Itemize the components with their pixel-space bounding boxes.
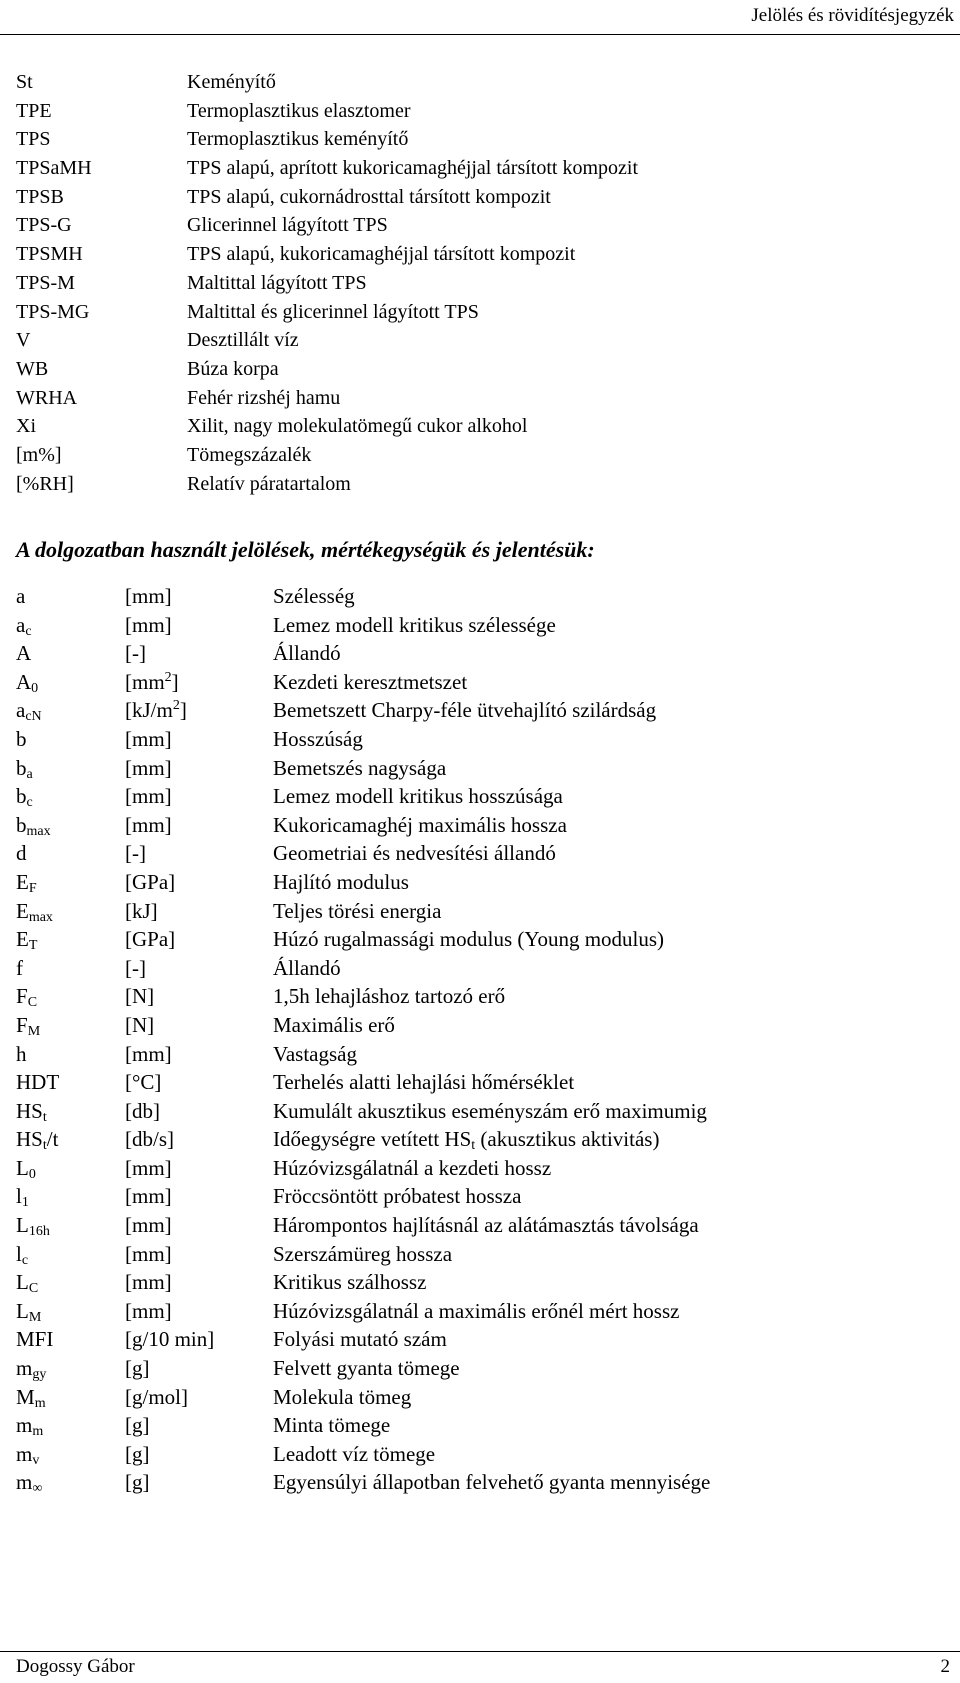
symbol-base: a (16, 698, 26, 723)
abbreviation-code: TPS-M (16, 271, 75, 294)
unit-text: [mm] (125, 755, 172, 780)
meaning-text: Egyensúlyi állapotban felvehető gyanta mennyisége (273, 1470, 711, 1495)
unit-text: [N] (125, 1012, 155, 1037)
abbreviation-meaning: Relatív páratartalom (187, 472, 351, 495)
symbol-meaning (273, 1440, 435, 1469)
unit-text: [-] (125, 641, 146, 666)
symbol-subscript: 0 (31, 680, 39, 696)
symbol-meaning (273, 868, 409, 897)
unit (125, 1011, 154, 1040)
symbol-base: l (16, 1184, 22, 1209)
unit (125, 1383, 188, 1412)
unit-superscript: 2 (172, 698, 180, 714)
abbreviation-code: TPS-MG (16, 300, 90, 323)
symbol (16, 897, 53, 926)
unit-suffix: ] (179, 698, 187, 723)
unit-text: [N] (125, 984, 155, 1009)
symbol-base: h (16, 1041, 27, 1066)
unit (125, 1040, 172, 1069)
symbol-meaning (273, 1068, 574, 1097)
symbol-meaning (273, 1211, 699, 1240)
symbol-meaning (273, 696, 656, 725)
symbol-subscript: c (26, 795, 33, 811)
header-divider (0, 34, 960, 35)
symbol-base: F (16, 1012, 28, 1037)
unit-text: [mm] (125, 584, 172, 608)
symbol-base: a (16, 584, 26, 608)
abbreviation-code: TPS-G (16, 214, 72, 237)
symbol-subscript: t (42, 1109, 47, 1125)
unit (125, 811, 172, 840)
unit-text: [g] (125, 1356, 150, 1381)
abbreviation-meaning: TPS alapú, kukoricamaghéjjal társított kompozit (187, 243, 576, 266)
symbol-subscript: 16h (28, 1224, 50, 1240)
symbol-meaning (273, 811, 567, 840)
symbol-meaning (273, 925, 664, 954)
meaning-text: Húzó rugalmassági modulus (Young modulus) (273, 927, 665, 952)
symbol-base: M (16, 1384, 35, 1409)
symbol-meaning (273, 639, 341, 668)
unit-text: [mm] (125, 1184, 172, 1209)
symbol-subscript: max (26, 823, 51, 839)
symbol-meaning (273, 668, 467, 697)
header-title: Jelölés és rövidítésjegyzék (751, 5, 954, 26)
symbol (16, 1268, 38, 1297)
abbreviation-meaning: Fehér rizshéj hamu (187, 386, 341, 409)
symbol-base: m (16, 1470, 33, 1495)
meaning-text: Szélesség (273, 584, 355, 608)
symbol-base: L (16, 1298, 29, 1323)
symbol (16, 668, 38, 697)
unit (125, 1268, 172, 1297)
symbol-meaning (273, 1154, 551, 1183)
abbreviation-code: [m%] (16, 443, 62, 466)
footer-divider (0, 1651, 960, 1652)
abbreviation-meaning: TPS alapú, aprított kukoricamaghéjjal társított kompozit (187, 157, 639, 180)
meaning-text: Hosszúság (273, 726, 363, 751)
symbol-meaning (273, 954, 341, 983)
unit (125, 782, 172, 811)
meaning-text: Bemetszett Charpy-féle ütvehajlító szilárdság (273, 698, 657, 723)
unit (125, 1154, 172, 1183)
abbreviation-meaning: Tömegszázalék (187, 443, 312, 466)
unit-suffix: ] (171, 669, 179, 694)
symbol-base: MFI (16, 1327, 54, 1352)
symbol-subscript: cN (25, 709, 42, 725)
symbol-meaning (273, 725, 363, 754)
symbol-base: L (16, 1155, 29, 1180)
abbreviation-meaning: Maltittal és glicerinnel lágyított TPS (187, 300, 479, 323)
unit-text: [kJ] (125, 898, 158, 923)
footer-author: Dogossy Gábor (16, 1656, 135, 1677)
abbreviation-code: WRHA (16, 386, 78, 409)
unit-text: [GPa] (125, 869, 176, 894)
symbol-subscript: 1 (21, 1195, 29, 1211)
abbreviation-code: TPSB (16, 185, 64, 208)
symbol-subscript: max (28, 909, 53, 925)
unit-text: [mm] (125, 612, 172, 637)
symbol (16, 954, 23, 983)
abbreviation-code: TPE (16, 99, 52, 122)
symbol-base: b (16, 755, 27, 780)
unit (125, 897, 158, 926)
unit (125, 611, 172, 640)
symbol-meaning (273, 1383, 411, 1412)
symbol-subscript: C (27, 995, 38, 1011)
symbol-subscript: c (21, 1252, 29, 1268)
symbol (16, 1468, 42, 1497)
unit (125, 1182, 172, 1211)
meaning-text: Kezdeti keresztmetszet (273, 669, 468, 694)
symbol-meaning (273, 1182, 521, 1211)
symbol (16, 582, 25, 611)
meaning-suffix: (akusztikus aktivitás) (475, 1127, 660, 1152)
abbreviation-code: TPS (16, 128, 51, 151)
abbreviation-code: TPSaMH (16, 157, 92, 180)
symbol-base: b (16, 784, 27, 809)
abbreviation-meaning: Termoplasztikus elasztomer (187, 99, 411, 122)
unit (125, 1440, 150, 1469)
meaning-text: Felvett gyanta tömege (273, 1356, 460, 1381)
meaning-text: Geometriai és nedvesítési állandó (273, 841, 556, 866)
meaning-text: Állandó (273, 955, 341, 980)
symbol (16, 725, 27, 754)
symbol-meaning (273, 782, 563, 811)
symbol-subscript: gy (32, 1367, 47, 1383)
unit (125, 582, 172, 611)
meaning-text: Vastagság (273, 1041, 357, 1066)
meaning-text: Kritikus szálhossz (273, 1270, 427, 1295)
symbol (16, 1040, 27, 1069)
meaning-text: Húzóvizsgálatnál a kezdeti hossz (273, 1155, 552, 1180)
symbol-base: L (16, 1270, 29, 1295)
meaning-text: Hárompontos hajlításnál az alátámasztás távolsága (273, 1213, 699, 1238)
meaning-text: Fröccsöntött próbatest hossza (273, 1184, 522, 1209)
unit-text: [db/s] (125, 1127, 174, 1152)
section-title: A dolgozatban használt jelölések, mértékegységük és jelentésük: (16, 537, 595, 562)
meaning-text: Minta tömege (273, 1413, 391, 1438)
symbol-base: b (16, 812, 27, 837)
meaning-text: Kukoricamaghéj maximális hossza (273, 812, 567, 837)
abbreviation-meaning: Keményítő (187, 71, 276, 93)
meaning-text: Molekula tömeg (273, 1384, 412, 1409)
symbol (16, 868, 37, 897)
meaning-text: Folyási mutató szám (273, 1327, 447, 1352)
symbol-meaning (273, 1240, 452, 1269)
unit-text: [mm] (125, 1298, 172, 1323)
symbol-base: m (16, 1413, 33, 1438)
unit (125, 839, 146, 868)
unit-text: [mm] (125, 1213, 172, 1238)
symbol-subscript: m (34, 1395, 46, 1411)
symbol-subscript: c (25, 623, 32, 639)
abbreviation-meaning: Desztillált víz (187, 329, 299, 352)
meaning-text: Teljes törési energia (273, 898, 442, 923)
page-number: 2 (940, 1656, 950, 1677)
unit-text: [mm] (125, 1270, 172, 1295)
symbol-meaning (273, 1268, 426, 1297)
symbol-meaning (273, 897, 441, 926)
symbol-meaning (273, 1411, 390, 1440)
symbol-subscript: m (32, 1424, 44, 1440)
symbol (16, 1068, 59, 1097)
unit-text: [g/10 min] (125, 1327, 215, 1352)
symbol (16, 1154, 36, 1183)
symbol-base: F (16, 984, 28, 1009)
symbol-meaning (273, 1297, 679, 1326)
symbol-subscript: 0 (28, 1166, 36, 1182)
meaning-text: Bemetszés nagysága (273, 755, 447, 780)
symbol-base: E (16, 898, 29, 923)
symbol-base: m (16, 1356, 33, 1381)
symbol-subscript: M (27, 1023, 41, 1039)
unit-text: [mm] (125, 1155, 172, 1180)
symbol (16, 982, 37, 1011)
symbol (16, 639, 31, 668)
unit-text: [-] (125, 955, 146, 980)
symbol (16, 611, 32, 640)
unit (125, 925, 175, 954)
abbreviation-code: WB (16, 357, 49, 380)
unit (125, 696, 187, 725)
abbreviation-meaning: Búza korpa (187, 357, 279, 380)
symbol-subscript: F (28, 880, 37, 896)
meaning-text: Állandó (273, 641, 341, 666)
unit-text: [g] (125, 1413, 150, 1438)
unit-text: [mm] (125, 726, 172, 751)
unit-text: [kJ/m (125, 698, 173, 723)
symbol-base: a (16, 612, 26, 637)
symbol-meaning (273, 1354, 460, 1383)
symbol-base: f (16, 955, 23, 980)
symbol (16, 1354, 46, 1383)
meaning-subscript: t (471, 1138, 476, 1154)
meaning-text: Lemez modell kritikus hosszúsága (273, 784, 563, 809)
symbol-subscript: t (42, 1138, 47, 1154)
symbol (16, 1411, 43, 1440)
symbol (16, 1297, 41, 1326)
symbol-suffix: /t (46, 1127, 59, 1152)
symbol-meaning (273, 582, 355, 611)
symbol (16, 1383, 46, 1412)
symbol-meaning (273, 1011, 395, 1040)
symbol (16, 754, 33, 783)
abbreviation-code: St (16, 71, 33, 93)
symbol-base: HS (16, 1098, 43, 1123)
unit (125, 1354, 150, 1383)
abbreviation-code: Xi (16, 415, 36, 438)
unit-text: [mm] (125, 812, 172, 837)
unit (125, 754, 172, 783)
symbol-base: d (16, 841, 27, 866)
symbol (16, 839, 27, 868)
meaning-text: Kumulált akusztikus eseményszám erő maximumig (273, 1098, 707, 1123)
symbol (16, 1211, 50, 1240)
symbol (16, 1097, 47, 1126)
symbol-base: L (16, 1213, 29, 1238)
unit (125, 1468, 150, 1497)
abbreviation-meaning: Xilit, nagy molekulatömegű cukor alkohol (187, 415, 528, 438)
symbol (16, 782, 33, 811)
symbol-base: A (16, 669, 32, 694)
meaning-text: Hajlító modulus (273, 869, 409, 894)
symbol (16, 1325, 53, 1354)
abbreviation-code: V (16, 329, 31, 352)
symbol (16, 1440, 39, 1469)
abbreviation-meaning: Maltittal lágyított TPS (187, 271, 367, 294)
symbol-subscript: a (26, 766, 33, 782)
unit (125, 1240, 172, 1269)
symbol-meaning (273, 1040, 357, 1069)
unit-text: [g] (125, 1441, 150, 1466)
unit (125, 1125, 174, 1154)
unit (125, 1325, 214, 1354)
symbol (16, 1240, 28, 1269)
abbreviation-meaning: Termoplasztikus keményítő (187, 128, 409, 151)
symbol (16, 1125, 58, 1154)
meaning-text: Leadott víz tömege (273, 1441, 436, 1466)
symbol (16, 696, 42, 725)
meaning-text: Időegységre vetített HS (273, 1127, 472, 1152)
unit-text: [°C] (125, 1070, 162, 1095)
unit (125, 725, 172, 754)
unit (125, 982, 154, 1011)
symbol-meaning (273, 754, 446, 783)
symbol (16, 1182, 29, 1211)
symbol-base: E (16, 927, 29, 952)
unit (125, 1211, 172, 1240)
unit (125, 868, 175, 897)
symbol-meaning (273, 839, 556, 868)
unit (125, 1411, 150, 1440)
symbol-base: E (16, 869, 29, 894)
unit-text: [g] (125, 1470, 150, 1495)
symbol-meaning (273, 1097, 707, 1126)
unit (125, 639, 146, 668)
symbol-subscript: C (28, 1281, 39, 1297)
abbreviation-code: TPSMH (16, 243, 83, 266)
symbol-subscript: ∞ (32, 1481, 43, 1497)
unit-superscript: 2 (164, 669, 172, 685)
meaning-text: Maximális erő (273, 1012, 395, 1037)
unit (125, 668, 179, 697)
symbol-meaning (273, 982, 505, 1011)
unit-text: [mm (125, 669, 165, 694)
meaning-text: Lemez modell kritikus szélessége (273, 612, 556, 637)
abbreviation-code: [%RH] (16, 472, 74, 495)
symbol (16, 1011, 40, 1040)
unit (125, 954, 146, 983)
symbol (16, 925, 37, 954)
meaning-text: Terhelés alatti lehajlási hőmérséklet (273, 1070, 575, 1095)
symbol-meaning (273, 611, 556, 640)
symbol-subscript: T (28, 938, 38, 954)
symbol-base: A (16, 641, 32, 666)
unit (125, 1068, 161, 1097)
unit-text: [db] (125, 1098, 160, 1123)
symbol-base: m (16, 1441, 33, 1466)
symbol-meaning (273, 1125, 659, 1154)
abbreviation-meaning: Glicerinnel lágyított TPS (187, 214, 388, 237)
unit-text: [g/mol] (125, 1384, 188, 1409)
unit (125, 1097, 160, 1126)
meaning-text: 1,5h lehajláshoz tartozó erő (273, 984, 506, 1009)
symbol-subscript: v (32, 1452, 40, 1468)
unit-text: [-] (125, 841, 146, 866)
symbol (16, 811, 51, 840)
symbol-meaning (273, 1325, 447, 1354)
abbreviation-meaning: TPS alapú, cukornádrosttal társított kompozit (187, 185, 551, 208)
unit (125, 1297, 172, 1326)
symbol-base: l (16, 1241, 22, 1266)
symbol-base: HDT (16, 1070, 60, 1095)
unit-text: [mm] (125, 1241, 172, 1266)
unit-text: [GPa] (125, 927, 176, 952)
meaning-text: Szerszámüreg hossza (273, 1241, 453, 1266)
symbol-base: b (16, 726, 27, 751)
meaning-text: Húzóvizsgálatnál a maximális erőnél mért hossz (273, 1298, 680, 1323)
symbol-base: HS (16, 1127, 43, 1152)
symbol-meaning (273, 1468, 710, 1497)
unit-text: [mm] (125, 1041, 172, 1066)
symbol-subscript: M (28, 1309, 42, 1325)
unit-text: [mm] (125, 784, 172, 809)
